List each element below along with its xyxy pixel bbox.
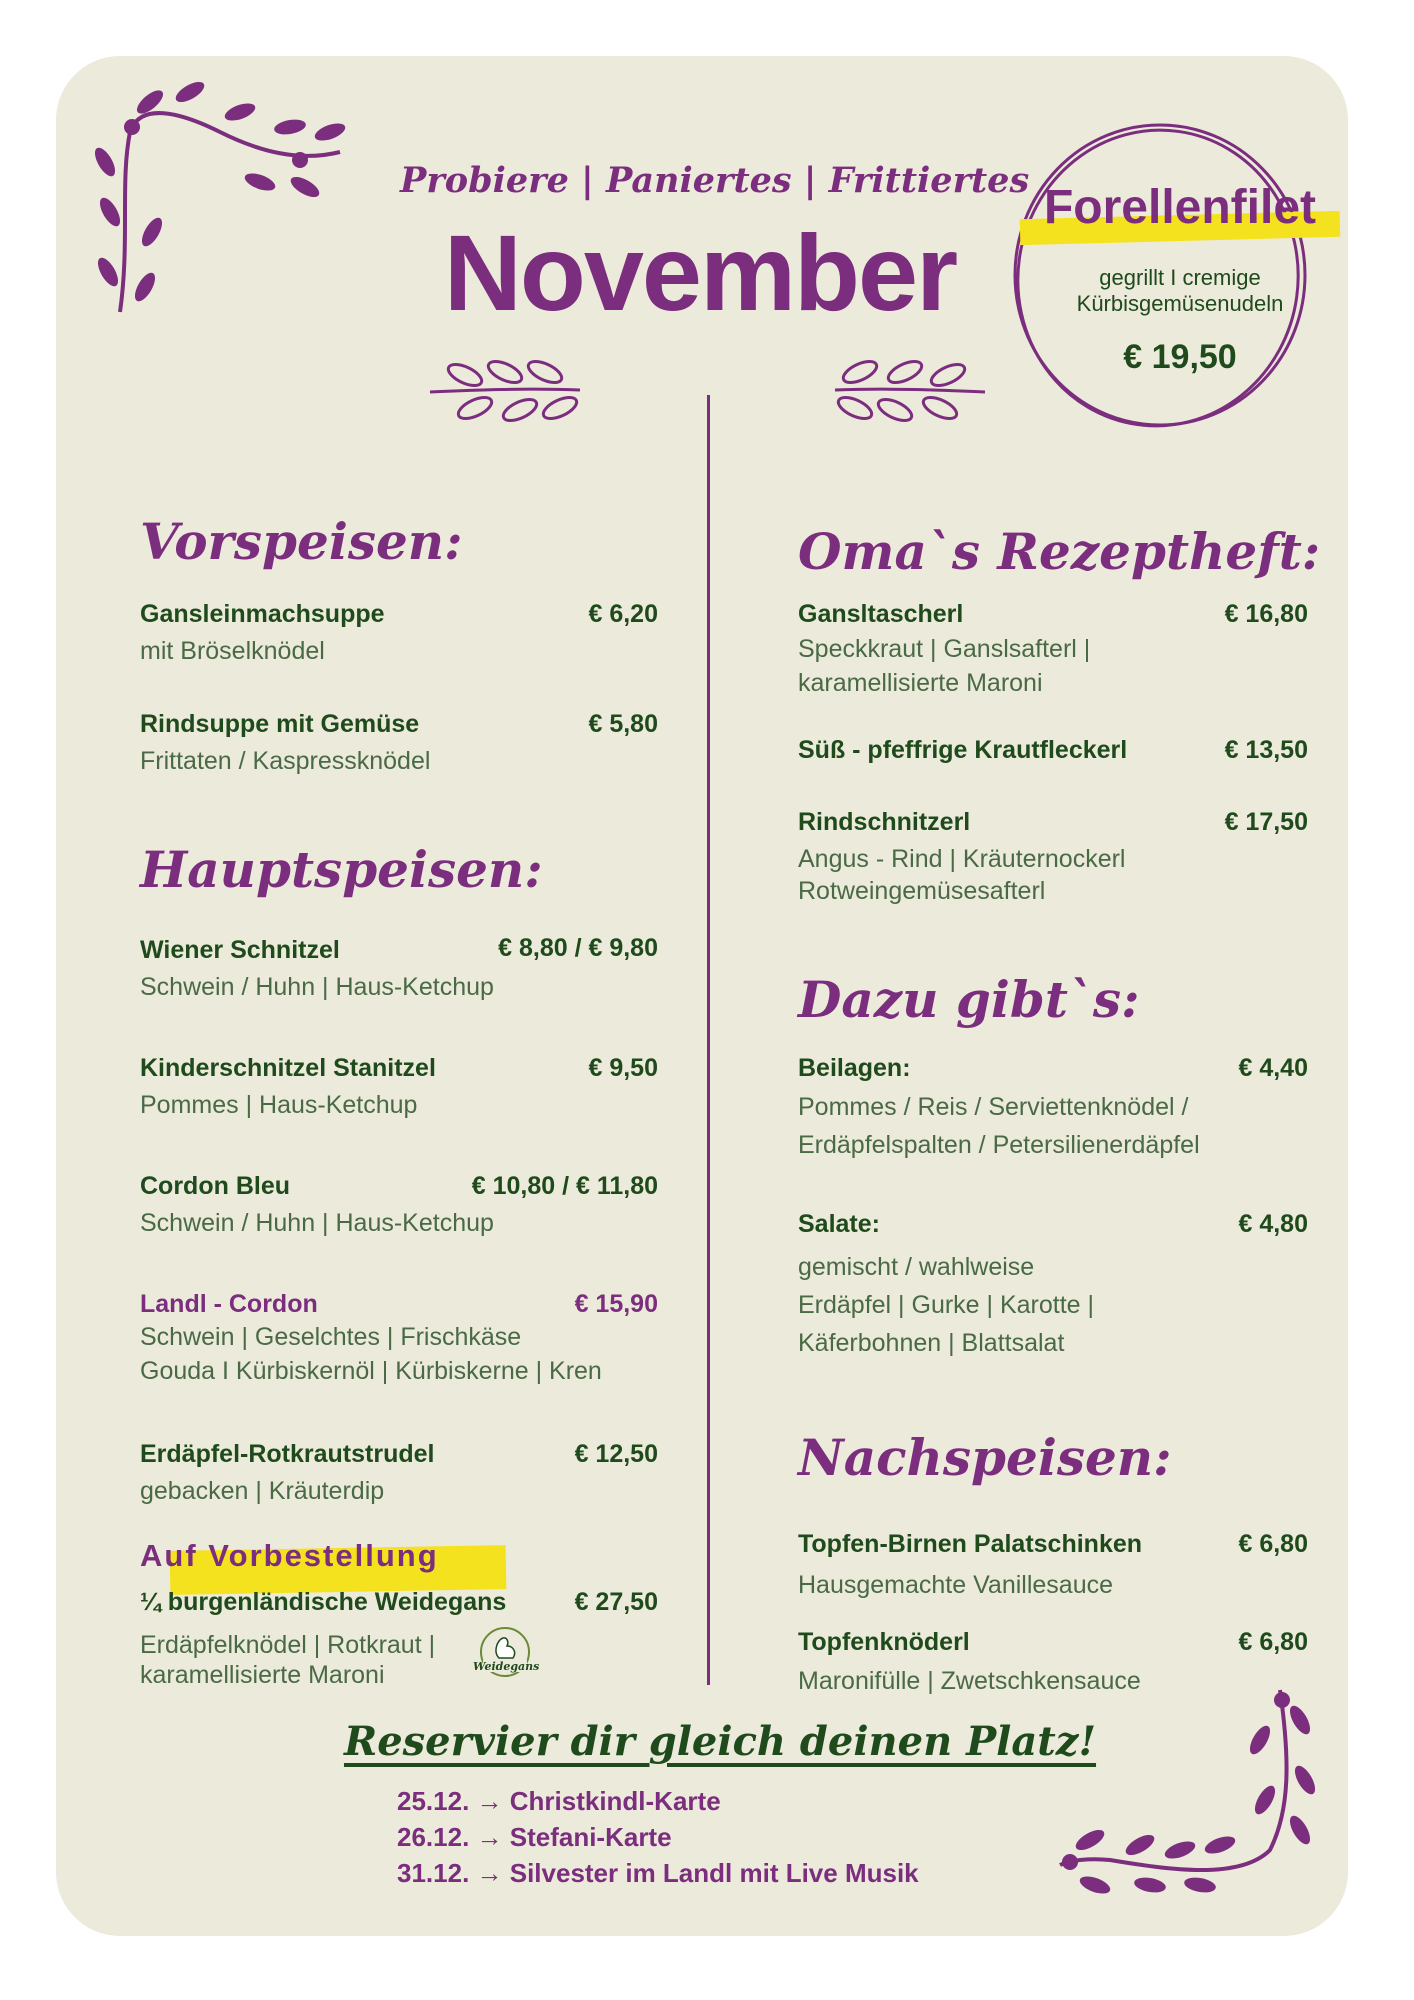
preorder-label: Auf Vorbestellung <box>140 1538 439 1573</box>
menu-item-desc: Käferbohnen | Blattsalat <box>798 1329 1065 1357</box>
branch-left-icon <box>425 350 585 430</box>
event-date-line: 31.12. → Silvester im Landl mit Live Musik <box>397 1858 919 1888</box>
menu-item-name: Beilagen: <box>798 1054 911 1082</box>
menu-item-desc: Hausgemachte Vanillesauce <box>798 1571 1114 1599</box>
menu-item-price: € 8,80 / € 9,80 <box>498 934 658 962</box>
menu-item-desc: Erdäpfelspalten / Petersilienerdäpfel <box>798 1131 1200 1159</box>
section-heading-hauptspeisen: Hauptspeisen: <box>140 840 543 899</box>
menu-item-name: Rindschnitzerl <box>798 808 971 836</box>
menu-item-price: € 16,80 <box>1224 600 1308 628</box>
menu-item-desc: Pommes | Haus-Ketchup <box>140 1091 418 1119</box>
special-price: € 19,50 <box>1123 338 1237 376</box>
menu-item-desc: mit Bröselknödel <box>140 637 325 665</box>
special-desc-line: gegrillt I cremige <box>1099 265 1261 290</box>
section-heading-vorspeisen: Vorspeisen: <box>140 512 463 571</box>
weidegans-logo <box>473 1622 540 1686</box>
goose-logo-icon <box>473 1622 540 1686</box>
menu-item-desc: Rotweingemüsesafterl <box>798 877 1046 905</box>
menu-item-name: Gansleinmachsuppe <box>140 600 385 628</box>
menu-item-price: € 15,90 <box>574 1290 658 1318</box>
menu-item-desc: Erdäpfelknödel | Rotkraut | <box>140 1631 436 1659</box>
logo-text: Weidegans <box>473 1660 540 1673</box>
section-heading-nachspeisen: Nachspeisen: <box>798 1428 1172 1487</box>
menu-item-price: € 17,50 <box>1224 808 1308 836</box>
menu-item-desc: Erdäpfel | Gurke | Karotte | <box>798 1291 1095 1319</box>
menu-item-name: Cordon Bleu <box>140 1172 290 1200</box>
menu-item-name: Kinderschnitzel Stanitzel <box>140 1054 436 1082</box>
column-divider <box>707 395 710 1685</box>
menu-item-name: Wiener Schnitzel <box>140 936 340 964</box>
menu-item-price: € 27,50 <box>574 1588 658 1616</box>
branch-right-icon <box>830 350 990 430</box>
vine-corner-bottom-right-icon <box>1050 1680 1320 1900</box>
menu-item-price: € 12,50 <box>574 1440 658 1468</box>
section-heading-oma: Oma`s Rezeptheft: <box>798 522 1321 581</box>
menu-item-name: Salate: <box>798 1210 880 1238</box>
menu-item-price: € 9,50 <box>588 1054 658 1082</box>
special-desc-line: Kürbisgemüsenudeln <box>1076 291 1284 316</box>
menu-item-price: € 4,40 <box>1238 1054 1308 1082</box>
menu-item-desc: Angus - Rind | Kräuternockerl <box>798 845 1126 873</box>
vine-corner-top-left-icon <box>90 72 360 322</box>
menu-item-price: € 4,80 <box>1238 1210 1308 1238</box>
event-date-line: 26.12. → Stefani-Karte <box>397 1822 672 1852</box>
menu-item-price: € 6,80 <box>1238 1628 1308 1656</box>
menu-item-name: Gansltascherl <box>798 600 964 628</box>
menu-item-price: € 5,80 <box>588 710 658 738</box>
menu-item-desc: Maronifülle | Zwetschkensauce <box>798 1667 1141 1695</box>
menu-item-name: Rindsuppe mit Gemüse <box>140 710 420 738</box>
event-date-line: 25.12. → Christkindl-Karte <box>397 1786 721 1816</box>
menu-item-name: Topfenknöderl <box>798 1628 970 1656</box>
menu-item-desc: karamellisierte Maroni <box>140 1661 385 1689</box>
menu-item-price: € 13,50 <box>1224 736 1308 764</box>
menu-item-desc: Frittaten / Kaspressknödel <box>140 747 431 775</box>
menu-item-desc: Schwein | Geselchtes | Frischkäse <box>140 1323 522 1351</box>
menu-item-desc: Gouda I Kürbiskernöl | Kürbiskerne | Kren <box>140 1357 602 1385</box>
menu-item-name: Landl - Cordon <box>140 1290 318 1318</box>
menu-item-name: Erdäpfel-Rotkrautstrudel <box>140 1440 435 1468</box>
page-subtitle: Probiere | Paniertes | Frittiertes <box>400 160 1030 201</box>
section-heading-dazu: Dazu gibt`s: <box>798 970 1140 1029</box>
menu-item-desc: Schwein / Huhn | Haus-Ketchup <box>140 973 494 1001</box>
menu-item-name: Topfen-Birnen Palatschinken <box>798 1530 1143 1558</box>
menu-item-name: Süß - pfeffrige Krautfleckerl <box>798 736 1128 764</box>
menu-item-desc: Schwein / Huhn | Haus-Ketchup <box>140 1209 494 1237</box>
menu-item-desc: gebacken | Kräuterdip <box>140 1477 385 1505</box>
menu-item-desc: Pommes / Reis / Serviettenknödel / <box>798 1093 1189 1121</box>
menu-item-desc: karamellisierte Maroni <box>798 669 1043 697</box>
special-title: Forellenfilet <box>1043 181 1317 234</box>
menu-item-price: € 6,80 <box>1238 1530 1308 1558</box>
menu-item-name: ¼ burgenländische Weidegans <box>140 1588 507 1616</box>
menu-item-price: € 6,20 <box>588 600 658 628</box>
menu-item-desc: gemischt / wahlweise <box>798 1253 1035 1281</box>
special-description <box>1015 265 1345 317</box>
menu-item-price: € 10,80 / € 11,80 <box>471 1172 658 1200</box>
reservation-heading: Reservier dir gleich deinen Platz! <box>343 1718 1097 1765</box>
page-title: November <box>443 212 957 333</box>
menu-item-desc: Speckkraut | Ganslsafterl | <box>798 635 1091 663</box>
